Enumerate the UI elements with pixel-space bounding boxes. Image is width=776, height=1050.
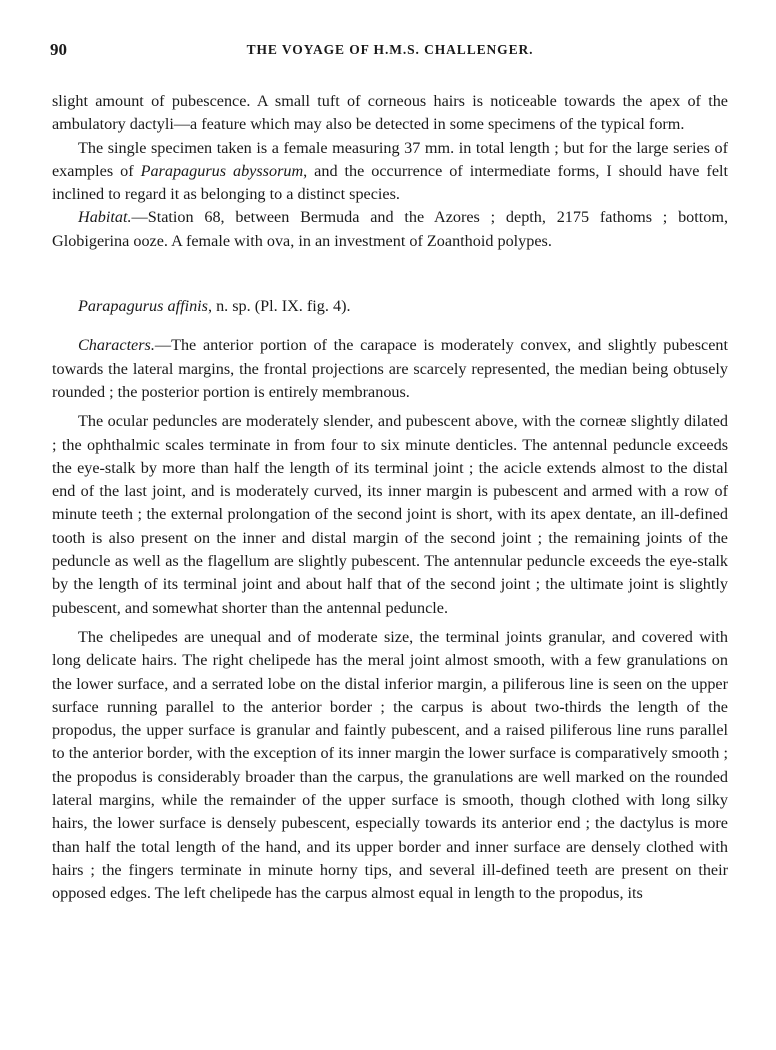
species-heading-suffix: , n. sp. (Pl. IX. fig. 4). bbox=[207, 297, 351, 316]
characters-label: Characters. bbox=[78, 336, 155, 355]
species-reference-italic: Parapagurus abyssorum bbox=[140, 161, 304, 180]
characters-text: —The anterior portion of the carapace is moderately convex, and slightly pubescent towards the lateral margins, the frontal projections are scarcely represented, the median being obtusely rounded ; the posterior portion is entirely membranous. bbox=[52, 336, 728, 401]
ocular-paragraph: The ocular peduncles are moderately slender, and pubescent above, with the corneæ slightly dilated ; the ophthalmic scales terminate in from four to six minute denticles. The antennal peduncle exceeds the eye-stalk by more than half the length of its terminal joint ; the acicle extends almost to the distal end of the last joint, and is moderately curved, its inner margin is pubescent and armed with a row of minute teeth ; the external prolongation of the second joint is short, with its apex dentate, an ill-defined tooth is also present on the inner and distal margin of the second joint ; the remaining joints of the peduncle as well as the flagellum are slightly pubescent. The antennular peduncle exceeds the eye-stalk by the length of its terminal joint and about half that of the second joint ; the ultimate joint is slightly pubescent, and somewhat shorter than the antennal peduncle. bbox=[52, 412, 728, 617]
species-name: Parapagurus affinis bbox=[78, 297, 208, 316]
specimen-text-b: , and the occurrence of intermediate forms, I should have felt inclined to regard it as belonging to a distinct species. bbox=[52, 161, 728, 204]
habitat-text: —Station 68, between Bermuda and the Azores ; depth, 2175 fathoms ; bottom, Globigerina ooze. A female with ova, in an investment of Zoanthoid polypes. bbox=[52, 208, 728, 250]
chelipedes-paragraph: The chelipedes are unequal and of moderate size, the terminal joints granular, and covered with long delicate hairs. The right chelipede has the meral joint almost smooth, with a few granulations on the lower surface, and a serrated lobe on the distal inferior margin, a piliferous line is seen on the upper surface running parallel to the anterior border ; the carpus is about two-thirds the length of the propodus, the upper surface is granular and faintly pubescent, and a raised piliferous line runs parallel to the anterior border, with the exception of its inner margin the lower surface is comparatively smooth ; the propodus is considerably broader than the carpus, the granulations are well marked on the rounded lateral margins, while the remainder of the upper surface is smooth, though clothed with long silky hairs, the lower surface is densely pubescent, especially towards its anterior end ; the dactylus is more than half the total length of the hand, and its upper border and inner surface are densely clothed with hairs ; the fingers terminate in minute horny tips, and several ill-defined teeth are present on their opposed edges. The left chelipede has the carpus almost equal in length to the propodus, its bbox=[52, 627, 728, 903]
species-heading bbox=[78, 295, 728, 318]
intro-paragraph-continuation: slight amount of pubescence. A small tuft of corneous hairs is noticeable towards the apex of the ambulatory dactyli—a feature which may also be detected in some specimens of the typical form. bbox=[52, 92, 728, 134]
intro-paragraph-specimen bbox=[52, 137, 728, 207]
running-head bbox=[52, 40, 728, 62]
habitat-label: Habitat. bbox=[78, 208, 132, 227]
specimen-text-a: The single specimen taken is a female measuring 37 mm. in total length ; but for the large series of examples of bbox=[52, 138, 728, 180]
habitat-paragraph bbox=[52, 206, 728, 253]
page-number: 90 bbox=[50, 40, 67, 59]
document-page bbox=[52, 40, 728, 906]
running-title: THE VOYAGE OF H.M.S. CHALLENGER. bbox=[246, 42, 534, 57]
characters-paragraph bbox=[52, 334, 728, 404]
